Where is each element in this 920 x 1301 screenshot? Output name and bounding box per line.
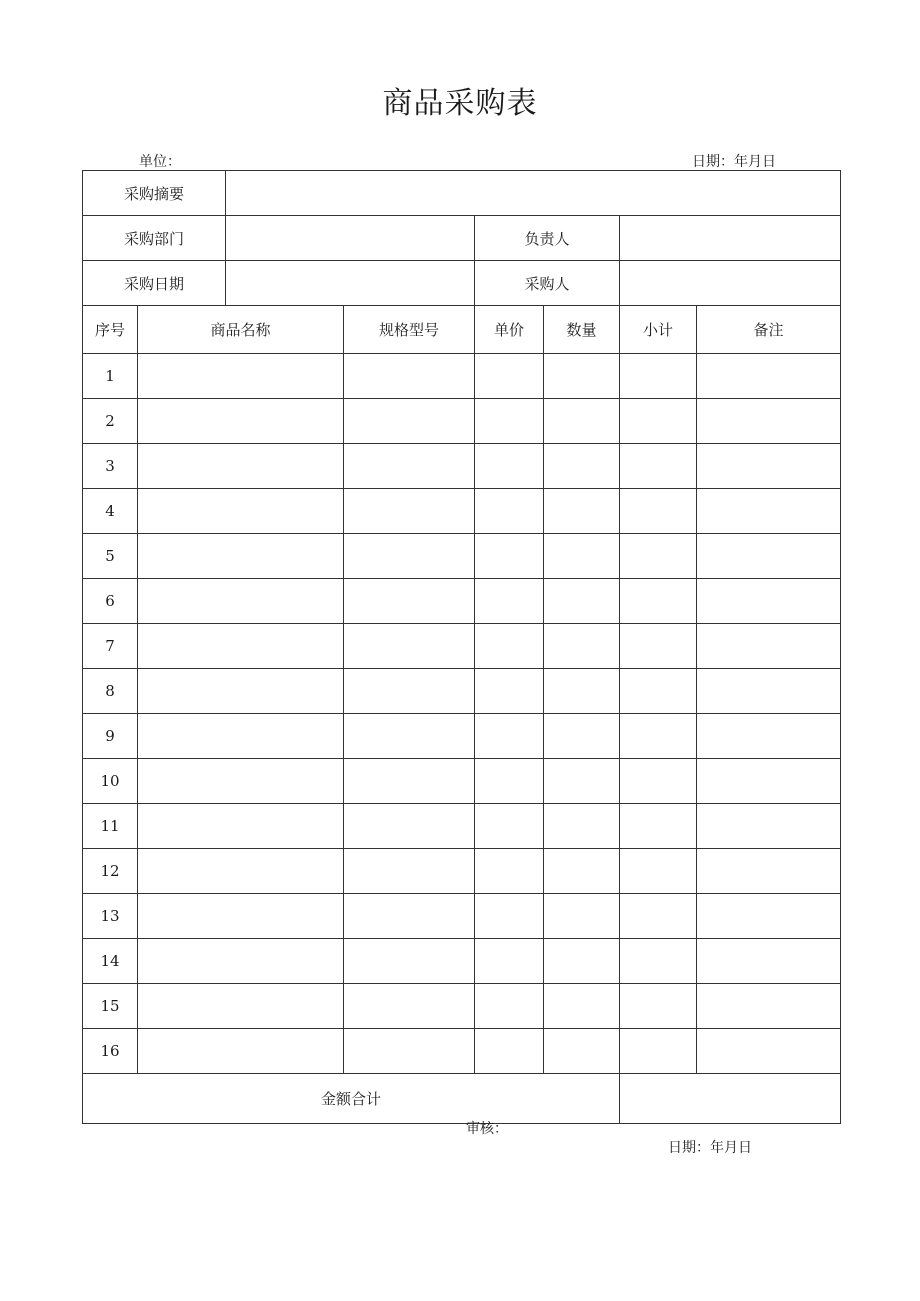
cell-note[interactable] — [697, 579, 841, 624]
cell-seq: 1 — [83, 354, 138, 399]
cell-subtotal[interactable] — [620, 804, 697, 849]
cell-note[interactable] — [697, 399, 841, 444]
cell-seq: 2 — [83, 399, 138, 444]
column-header-note: 备注 — [697, 306, 841, 354]
cell-spec[interactable] — [344, 714, 475, 759]
cell-note[interactable] — [697, 939, 841, 984]
purchase-date-label: 采购日期 — [83, 261, 226, 306]
table-row — [83, 939, 841, 984]
date-label-top: 日期：年月日 — [692, 154, 776, 170]
purchase-date-field[interactable] — [226, 261, 475, 306]
cell-name[interactable] — [138, 534, 344, 579]
cell-name[interactable] — [138, 849, 344, 894]
cell-subtotal[interactable] — [620, 669, 697, 714]
column-header-subtotal: 小计 — [620, 306, 697, 354]
table-row — [83, 444, 841, 489]
cell-subtotal[interactable] — [620, 444, 697, 489]
owner-label: 负责人 — [475, 216, 620, 261]
cell-seq: 15 — [83, 984, 138, 1029]
cell-price[interactable] — [475, 354, 544, 399]
cell-price[interactable] — [475, 849, 544, 894]
table-row — [83, 1029, 841, 1074]
cell-subtotal[interactable] — [620, 894, 697, 939]
cell-note[interactable] — [697, 624, 841, 669]
cell-qty[interactable] — [544, 489, 620, 534]
summary-field[interactable] — [226, 171, 841, 216]
cell-price[interactable] — [475, 939, 544, 984]
cell-spec[interactable] — [344, 984, 475, 1029]
cell-qty[interactable] — [544, 759, 620, 804]
cell-qty[interactable] — [544, 894, 620, 939]
table-row — [83, 669, 841, 714]
cell-note[interactable] — [697, 894, 841, 939]
cell-spec[interactable] — [344, 354, 475, 399]
cell-subtotal[interactable] — [620, 984, 697, 1029]
department-row — [83, 216, 841, 261]
cell-spec[interactable] — [344, 894, 475, 939]
table-row — [83, 759, 841, 804]
cell-seq: 9 — [83, 714, 138, 759]
cell-qty[interactable] — [544, 399, 620, 444]
cell-price[interactable] — [475, 894, 544, 939]
cell-name[interactable] — [138, 354, 344, 399]
cell-note[interactable] — [697, 444, 841, 489]
table-row — [83, 489, 841, 534]
cell-seq: 10 — [83, 759, 138, 804]
date-label-bottom: 日期：年月日 — [668, 1140, 752, 1156]
total-row — [83, 1074, 841, 1124]
cell-price[interactable] — [475, 714, 544, 759]
cell-price[interactable] — [475, 984, 544, 1029]
cell-name[interactable] — [138, 624, 344, 669]
cell-spec[interactable] — [344, 489, 475, 534]
cell-seq: 11 — [83, 804, 138, 849]
owner-field[interactable] — [620, 216, 841, 261]
cell-subtotal[interactable] — [620, 354, 697, 399]
cell-price[interactable] — [475, 1029, 544, 1074]
table-header-row — [83, 306, 841, 354]
cell-seq: 6 — [83, 579, 138, 624]
cell-qty[interactable] — [544, 849, 620, 894]
cell-subtotal[interactable] — [620, 624, 697, 669]
cell-spec[interactable] — [344, 579, 475, 624]
cell-price[interactable] — [475, 669, 544, 714]
cell-qty[interactable] — [544, 1029, 620, 1074]
purchase-date-row — [83, 261, 841, 306]
column-header-spec: 规格型号 — [344, 306, 475, 354]
table-row — [83, 714, 841, 759]
cell-qty[interactable] — [544, 354, 620, 399]
cell-name[interactable] — [138, 444, 344, 489]
cell-seq: 5 — [83, 534, 138, 579]
table-row — [83, 849, 841, 894]
cell-qty[interactable] — [544, 939, 620, 984]
cell-price[interactable] — [475, 624, 544, 669]
cell-price[interactable] — [475, 444, 544, 489]
table-row — [83, 984, 841, 1029]
page-title: 商品采购表 — [382, 86, 538, 121]
column-header-qty: 数量 — [544, 306, 620, 354]
cell-spec[interactable] — [344, 759, 475, 804]
cell-price[interactable] — [475, 804, 544, 849]
cell-spec[interactable] — [344, 939, 475, 984]
column-header-seq: 序号 — [83, 306, 138, 354]
cell-subtotal[interactable] — [620, 1029, 697, 1074]
table-row — [83, 579, 841, 624]
cell-qty[interactable] — [544, 804, 620, 849]
department-label: 采购部门 — [83, 216, 226, 261]
cell-note[interactable] — [697, 669, 841, 714]
cell-seq: 4 — [83, 489, 138, 534]
cell-name[interactable] — [138, 894, 344, 939]
cell-note[interactable] — [697, 1029, 841, 1074]
cell-seq: 7 — [83, 624, 138, 669]
cell-name[interactable] — [138, 984, 344, 1029]
cell-subtotal[interactable] — [620, 849, 697, 894]
cell-note[interactable] — [697, 534, 841, 579]
cell-qty[interactable] — [544, 669, 620, 714]
cell-qty[interactable] — [544, 444, 620, 489]
table-row — [83, 624, 841, 669]
cell-note[interactable] — [697, 984, 841, 1029]
cell-seq: 12 — [83, 849, 138, 894]
cell-note[interactable] — [697, 849, 841, 894]
cell-qty[interactable] — [544, 714, 620, 759]
cell-name[interactable] — [138, 489, 344, 534]
item-rows — [83, 354, 841, 1074]
cell-price[interactable] — [475, 399, 544, 444]
cell-price[interactable] — [475, 489, 544, 534]
cell-name[interactable] — [138, 804, 344, 849]
summary-label: 采购摘要 — [83, 171, 226, 216]
cell-price[interactable] — [475, 534, 544, 579]
purchase-form-table — [82, 170, 841, 1124]
cell-name[interactable] — [138, 939, 344, 984]
unit-label: 单位： — [139, 154, 181, 170]
cell-seq: 8 — [83, 669, 138, 714]
summary-row — [83, 171, 841, 216]
cell-subtotal[interactable] — [620, 489, 697, 534]
cell-name[interactable] — [138, 714, 344, 759]
review-label: 审核： — [466, 1121, 508, 1137]
cell-name[interactable] — [138, 669, 344, 714]
table-row — [83, 894, 841, 939]
cell-subtotal[interactable] — [620, 534, 697, 579]
cell-price[interactable] — [475, 579, 544, 624]
cell-name[interactable] — [138, 579, 344, 624]
cell-subtotal[interactable] — [620, 399, 697, 444]
cell-qty[interactable] — [544, 579, 620, 624]
cell-spec[interactable] — [344, 624, 475, 669]
cell-spec[interactable] — [344, 534, 475, 579]
cell-name[interactable] — [138, 399, 344, 444]
cell-price[interactable] — [475, 759, 544, 804]
department-field[interactable] — [226, 216, 475, 261]
table-row — [83, 354, 841, 399]
cell-seq: 14 — [83, 939, 138, 984]
table-row — [83, 534, 841, 579]
cell-note[interactable] — [697, 804, 841, 849]
cell-seq: 13 — [83, 894, 138, 939]
cell-subtotal[interactable] — [620, 579, 697, 624]
cell-spec[interactable] — [344, 669, 475, 714]
total-label: 金额合计 — [83, 1074, 620, 1124]
cell-note[interactable] — [697, 714, 841, 759]
column-header-name: 商品名称 — [138, 306, 344, 354]
cell-qty[interactable] — [544, 534, 620, 579]
table-row — [83, 399, 841, 444]
column-header-price: 单价 — [475, 306, 544, 354]
cell-note[interactable] — [697, 489, 841, 534]
cell-name[interactable] — [138, 1029, 344, 1074]
cell-seq: 3 — [83, 444, 138, 489]
total-amount-field[interactable] — [620, 1074, 841, 1124]
cell-spec[interactable] — [344, 1029, 475, 1074]
cell-qty[interactable] — [544, 624, 620, 669]
cell-subtotal[interactable] — [620, 759, 697, 804]
cell-note[interactable] — [697, 759, 841, 804]
cell-name[interactable] — [138, 759, 344, 804]
table-row — [83, 804, 841, 849]
cell-subtotal[interactable] — [620, 714, 697, 759]
cell-qty[interactable] — [544, 984, 620, 1029]
cell-subtotal[interactable] — [620, 939, 697, 984]
cell-note[interactable] — [697, 354, 841, 399]
cell-seq: 16 — [83, 1029, 138, 1074]
cell-spec[interactable] — [344, 849, 475, 894]
cell-spec[interactable] — [344, 399, 475, 444]
buyer-field[interactable] — [620, 261, 841, 306]
cell-spec[interactable] — [344, 444, 475, 489]
cell-spec[interactable] — [344, 804, 475, 849]
buyer-label: 采购人 — [475, 261, 620, 306]
